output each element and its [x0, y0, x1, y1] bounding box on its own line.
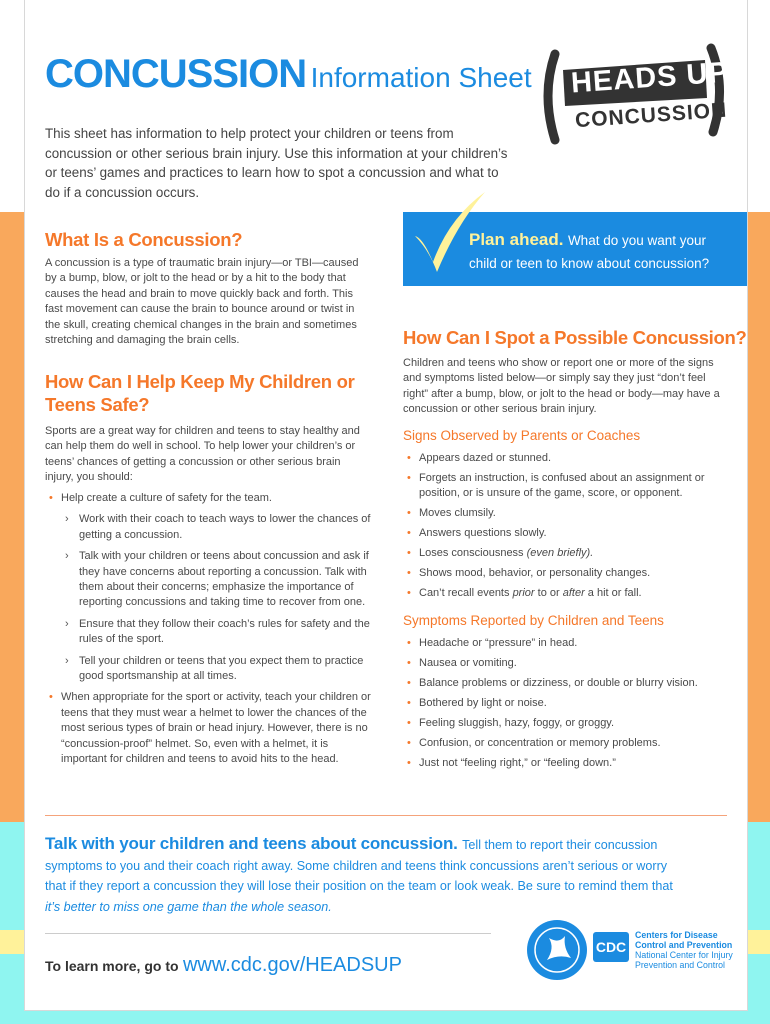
heads-up-logo — [533, 40, 733, 150]
list-item: • Headache or “pressure” in head. — [403, 636, 733, 651]
hhs-seal — [525, 918, 589, 982]
section-divider — [45, 815, 727, 816]
keep-safe-body: Sports are a great way for children and teens to stay healthy and can help them do well in school. To help lower your children’s or teens’ chances of getting a concussion or other serious brain injury, you should: — [45, 425, 360, 484]
talk-heading: Talk with your children and teens about concussion. — [45, 834, 458, 853]
plan-ahead-title: Plan ahead. — [469, 230, 564, 249]
intro-paragraph: This sheet has information to help protect your children or teens from concussion or other serious brain injury. Use this information at your children’s or teens’ games and practices to learn how to spot a concussion and what to do if a concussion occurs. — [45, 126, 508, 200]
signs-list — [403, 451, 733, 602]
list-item: • When appropriate for the sport or activity, teach your children or teens that they must wear a helmet to lower the chances of the most serious types of brain or head injury. However, there is no “concussion-proof” helmet. So, even with a helmet, it is important for children and teens to avoid hits to the head. — [45, 690, 375, 767]
list-item: • Nausea or vomiting. — [403, 656, 733, 671]
info-sheet — [24, 0, 748, 1011]
sub-list-item: › Tell your children or teens that you expect them to practice good sportsmanship at all times. — [45, 654, 375, 685]
sub-list-item: › Work with their coach to teach ways to lower the chances of getting a concussion. — [45, 512, 375, 543]
list-item: • Moves clumsily. — [403, 506, 733, 521]
cdc-line3: National Center for Injury — [635, 950, 733, 960]
sign7-a: Can’t recall events — [419, 587, 510, 600]
talk-line2: symptoms to you and their coach right away. Some children and teens think concussions aren’t serious or worry — [45, 858, 668, 873]
plan-ahead-line1 — [469, 230, 706, 250]
talk-line1 — [45, 834, 735, 856]
sign7-d: after — [562, 587, 585, 600]
hhs-seal-icon — [525, 918, 589, 982]
list-item: • Confusion, or concentration or memory problems. — [403, 736, 733, 751]
cdc-line4: Prevention and Control — [635, 960, 725, 970]
cdc-logo-text: CDC — [595, 939, 627, 955]
signs-heading: Signs Observed by Parents or Coaches — [403, 428, 641, 443]
talk-line1-tail: Tell them to report their concussion — [462, 838, 658, 852]
title-light: Information Sheet — [310, 62, 532, 93]
learn-more-label: To learn more, go to — [45, 958, 179, 974]
list-item: • Bothered by light or noise. — [403, 696, 733, 711]
spot-heading: How Can I Spot a Possible Concussion? — [403, 327, 747, 348]
sign5-italic: (even briefly). — [526, 547, 594, 560]
talk-section — [45, 834, 735, 917]
learn-more — [45, 954, 402, 977]
talk-line4: it’s better to miss one game than the whole season. — [45, 899, 332, 914]
title-bold: CONCUSSION — [45, 52, 307, 96]
list-item — [403, 546, 733, 561]
plan-ahead-text2: child or teen to know about concussion? — [469, 256, 710, 271]
list-item — [403, 586, 733, 601]
list-item: • Forgets an instruction, is confused about an assignment or position, or is unsure of the game, score, or opponent. — [403, 471, 733, 502]
sign7-c: to or — [537, 587, 560, 600]
talk-line3: that if they report a concussion they will lose their position on the team or look weak. Be sure to remind them that — [45, 879, 673, 893]
page-title — [45, 52, 532, 97]
plan-ahead-text1: What do you want your — [567, 233, 707, 248]
logo-concussion-text: CONCUSSION — [574, 98, 728, 133]
list-item: • Just not “feeling right,” or “feeling down.” — [403, 756, 733, 771]
symptoms-list — [403, 636, 733, 771]
keep-safe-heading-line1: How Can I Help Keep My Children or — [45, 371, 355, 392]
sign7-e: a hit or fall. — [587, 587, 642, 600]
list-item: • Help create a culture of safety for the team. — [45, 491, 375, 506]
sign5-text: Loses consciousness — [419, 547, 524, 560]
sub-list-item: › Talk with your children or teens about concussion and ask if they have concerns about reporting a concussion. Talk with them about their concerns; emphasize the importance of reporting concussions and taking time to recover from one. — [45, 549, 375, 611]
sub-list-item: › Ensure that they follow their coach’s rules for safety and the rules of the sport. — [45, 617, 375, 648]
keep-safe-heading — [45, 370, 375, 416]
cdc-text-block — [635, 930, 735, 970]
what-is-heading: What Is a Concussion? — [45, 229, 243, 250]
list-item: • Feeling sluggish, hazy, foggy, or groggy. — [403, 716, 733, 731]
symptoms-heading: Symptoms Reported by Children and Teens — [403, 613, 664, 628]
list-item: • Appears dazed or stunned. — [403, 451, 733, 466]
headsup-link[interactable]: www.cdc.gov/HEADSUP — [182, 954, 402, 976]
what-is-body: A concussion is a type of traumatic brain injury—or TBI—caused by a bump, blow, or jolt to the head or by a hit to the body that causes the head and brain to move quickly back and forth. This fast movement can cause the brain to bounce around or twist in the skull, creating chemical changes in the brain and sometimes stretching and damaging the brain cells. — [45, 257, 359, 347]
sign7-b: prior — [512, 587, 535, 600]
cdc-line1: Centers for Disease — [635, 930, 718, 940]
spot-body: Children and teens who show or report one or more of the signs and symptoms listed below—or simply say they just “don’t feel right” after a bump, blow, or jolt to the head or body—may have a concussion or other serious brain injury. — [403, 357, 720, 416]
logo-heads-up-text: HEADS UP — [570, 56, 730, 100]
keep-safe-heading-line2: Teens Safe? — [45, 394, 150, 415]
list-item: • Answers questions slowly. — [403, 526, 733, 541]
keep-safe-list — [45, 491, 375, 768]
list-item: • Shows mood, behavior, or personality changes. — [403, 566, 733, 581]
cdc-line2: Control and Prevention — [635, 940, 733, 950]
checkmark-icon — [409, 188, 489, 276]
list-item: • Balance problems or dizziness, or double or blurry vision. — [403, 676, 733, 691]
cdc-logo — [593, 932, 629, 962]
footer-divider — [45, 933, 491, 934]
